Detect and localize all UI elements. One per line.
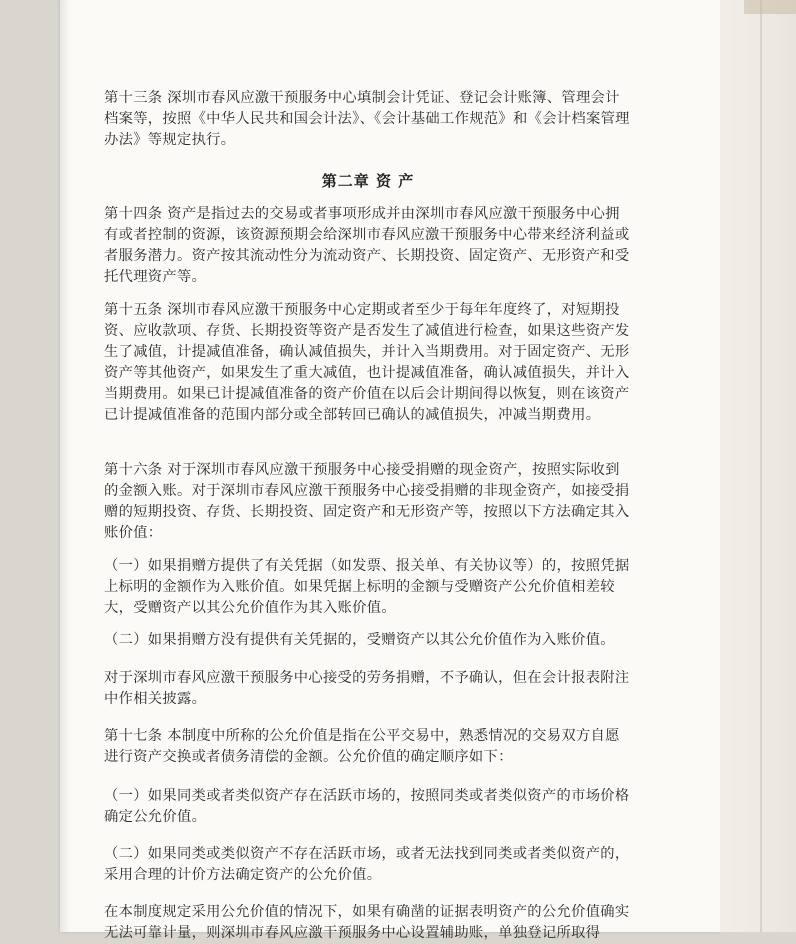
page-shadow-edge: [60, 0, 70, 932]
article-17-item-2: （二）如果同类或类似资产不存在活跃市场，或者无法找到同类或者类似资产的，采用合理的计价方法确定资产的公允价值。: [104, 846, 630, 883]
article-15-paragraph: 第十五条 深圳市春风应激干预服务中心定期或者至少于每年年度终了，对短期投资、应收款项、存货、长期投资等资产是否发生了减值进行检查，如果这些资产发生了减值，计提减值准备，确认减值损失，并计入当期费用。对于固定资产、无形资产等其他资产，如果发生了重大减值，也计提减值准备，确认减值损失，并计入当期费用。如果已计提减值准备的资产价值在以后会计期间得以恢复，则在该资产已计提减值准备的范围内部分或全部转回已确认的减值损失，冲减当期费用。: [104, 302, 630, 423]
article-16-item-2: （二）如果捐赠方没有提供有关凭据的，受赠资产以其公允价值作为入账价值。: [104, 632, 615, 648]
chapter-heading: 第二章 资 产: [321, 172, 415, 190]
article-14-paragraph: 第十四条 资产是指过去的交易或者事项形成并由深圳市春风应激干预服务中心拥有或者控制的资源，该资源预期会给深圳市春风应激干预服务中心带来经济利益或者服务潜力。资产按其流动性分为流动资产、长期投资、固定资产、无形资产和受托代理资产等。: [104, 206, 630, 285]
article-17-item-1: （一）如果同类或者类似资产存在活跃市场的，按照同类或者类似资产的市场价格确定公允价值。: [104, 788, 630, 825]
corner-tape: [744, 0, 796, 14]
article-16-item-1: （一）如果捐赠方提供了有关凭据（如发票、报关单、有关协议等）的，按照凭据上标明的金额作为入账价值。如果凭据上标明的金额与受赠资产公允价值相差较大，受赠资产以其公允价值作为其入账价值。: [104, 558, 630, 616]
page-right-margin: [720, 0, 796, 932]
labor-donation-paragraph: 对于深圳市春风应激干预服务中心接受的劳务捐赠，不予确认，但在会计报表附注中作相关披露。: [104, 670, 630, 707]
page-fold-line: [760, 0, 762, 932]
article-17-paragraph: 第十七条 本制度中所称的公允价值是指在公平交易中，熟悉情况的交易双方自愿进行资产交换或者债务清偿的金额。公允价值的确定顺序如下：: [104, 728, 620, 765]
article-13-paragraph: 第十三条 深圳市春风应激干预服务中心填制会计凭证、登记会计账簿、管理会计档案等，按照《中华人民共和国会计法》、《会计基础工作规范》和《会计档案管理办法》等规定执行。: [104, 90, 630, 148]
article-16-paragraph: 第十六条 对于深圳市春风应激干预服务中心接受捐赠的现金资产，按照实际收到的金额入账。对于深圳市春风应激干预服务中心接受捐赠的非现金资产，如接受捐赠的短期投资、存货、长期投资、固定资产和无形资产等，按照以下方法确定其入账价值：: [104, 462, 630, 541]
fair-value-paragraph: 在本制度规定采用公允价值的情况下，如果有确凿的证据表明资产的公允价值确实无法可靠计量，则深圳市春风应激干预服务中心设置辅助账，单独登记所取得: [104, 904, 630, 941]
